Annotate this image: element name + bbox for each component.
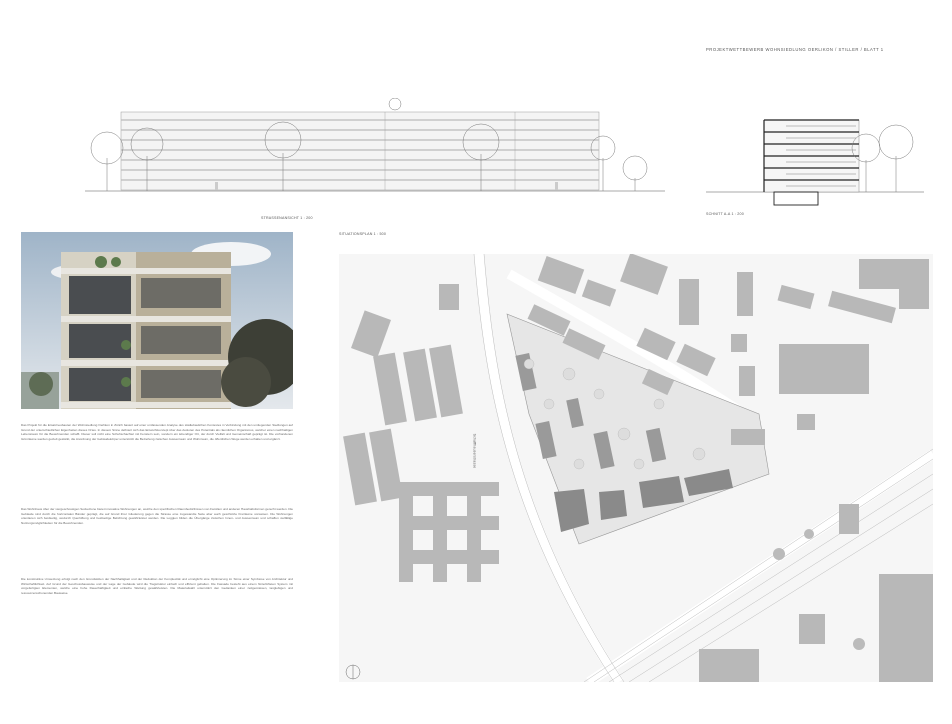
section-caption: SCHNITT A-A 1 : 200	[706, 212, 744, 216]
street-elevation-drawing	[85, 98, 665, 198]
description-paragraph-2: Das Wohnhaus über der viergeschossigen Sockelzone bietet innovative Wohnungen an, welche den spezifischen Raumbedürfnissen von Familien und anderen Haushaltsformen gerecht werden. Die Gebäude sind durch die horizontalen Bänder geprägt, die auf Grund ihrer Gliederung gegen die Strasse eine zugewandte Seite aber auch geschützte Freiräume vorweisen. Die Wohnungen orientieren sich beidseitig, wodurch Querlüftung und beidseitige Belichtung gewährleistet werden. Die Loggien bilden die Übergänge zwischen Innen- und Aussenraum und schaffen vielfältige Nutzungsmöglichkeiten für die Bewohnenden.	[21, 507, 293, 525]
description-paragraph-1: Das Projekt für die Ersatzneubauten der Wohnsiedlung Oerlikon in Zürich basiert auf einer umfassenden Analyse des städtebaulichen Kontextes in Verbindung mit den umliegenden Siedlungen auf Grund der unterschiedlichen Eigenheiten dieses Ortes. In diesem Sinne definiert sich das Entwurfskonzept über das Ausloten des Potentials als räumlichen Organismus, welcher einen nachhaltigen Lebensraum für die Bewohnenden schafft. Dieser soll nicht eine Schuhschachtel mit Fenstern sein, sondern ein lebendiger Ort, der durch Vielfalt und Gemeinschaft geprägt ist. Die vorhandenen Grünräume werden gezielt gestärkt, die Anordnung der Gebäudekörper unterstützt die Beziehung zwischen Aussenraum und Wohnraum, die öffentlichen Wege werden erhalten und ergänzt.	[21, 423, 293, 441]
siteplan-caption: SITUATIONSPLAN 1 : 500	[339, 232, 387, 236]
facade-rendering	[21, 232, 293, 409]
section-drawing	[706, 108, 926, 214]
sheet-header: PROJEKTWETTBEWERB WOHNSIEDLUNG OERLIKON / STILLER / BLATT 1	[706, 47, 884, 52]
elevation-caption: STRASSENANSICHT 1 : 200	[261, 216, 313, 220]
street-label: Schaffhauserstrasse	[472, 433, 477, 469]
description-paragraph-3: Die konstruktive Umsetzung erfolgt nach den Grundsätzen der Nachhaltigkeit und der Reduktion der Komplexität und ermöglicht eine Optimierung im Sinne einer Symbiose von Architektur und Wirtschaftlichkeit. Auf Grund der Geschossbauweise und der Lage der Gebäude wird die Tragstruktur einfach und effizient gehalten. Die Fassade besteht aus einem hinterlüfteten System mit vorgefertigten Elementen, welche eine hohe Dauerhaftigkeit und einfache Wartung gewährleisten. Die Materialwahl unterstützt den Gedanken einer zeitgemässen, langlebigen und ressourcenschonenden Bauweise.	[21, 577, 293, 595]
site-plan-map	[339, 254, 933, 682]
